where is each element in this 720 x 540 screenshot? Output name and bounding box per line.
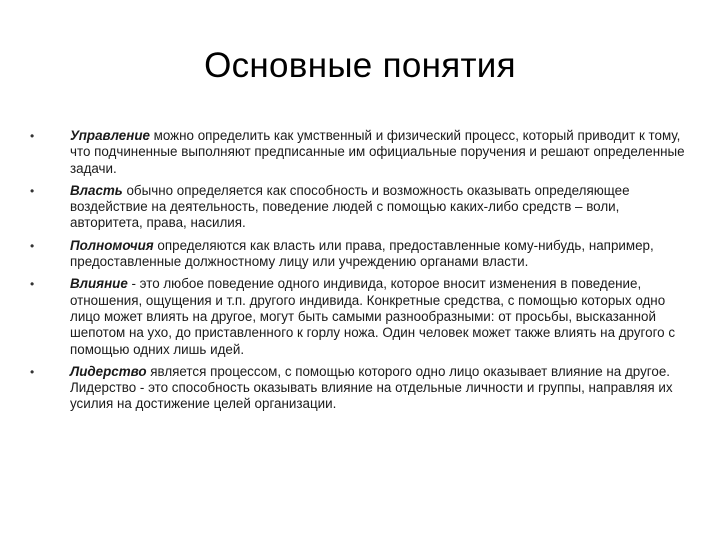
term-influence: Влияние [70,276,128,292]
definition-influence: - это любое поведение одного индивида, которое вносит изменения в поведение, отношения, ощущения и т.п. другого индивида. Конкретные средства, с помощью которых одно лицо может влиять на другое, могут быть самыми разнообразными: от просьбы, высказанной шепотом на ухо, до приставленного к горлу ножа. Один человек может также влиять на другого с помощью одних лишь идей. [70,276,676,357]
list-item-leadership [30,364,692,413]
list-item-influence [30,276,692,357]
slide-title: Основные понятия [204,46,516,85]
list-item-management [30,128,692,177]
bullet-icon: • [30,238,35,253]
bullet-list [30,128,692,419]
bullet-icon: • [30,364,35,379]
term-power: Власть [70,182,123,198]
list-item-power [30,183,692,232]
definition-power: обычно определяется как способность и возможность оказывать определяющее воздействие на деятельность, поведение людей с помощью каких-либо средств – воли, авторитета, права, насилия. [70,182,630,231]
definition-leadership: является процессом, с помощью которого одно лицо оказывает влияние на другое. Лидерство - это способность оказывать влияние на отдельные личности и группы, направляя их усилия на достижение целей организации. [70,363,673,412]
definition-management: можно определить как умственный и физический процесс, который приводит к тому, что подчиненные выполняют предписанные им официальные поручения и решают определенные задачи. [70,128,685,176]
term-leadership: Лидерство [70,363,147,379]
term-authority: Полномочия [70,237,154,253]
definition-authority: определяются как власть или права, предоставленные кому-нибудь, например, предоставленные должностному лицу или учреждению органами власти. [70,237,654,270]
bullet-icon: • [30,183,35,198]
bullet-icon: • [30,129,35,143]
bullet-icon: • [30,277,35,292]
list-item-authority [30,238,692,271]
term-management: Управление [70,128,150,143]
